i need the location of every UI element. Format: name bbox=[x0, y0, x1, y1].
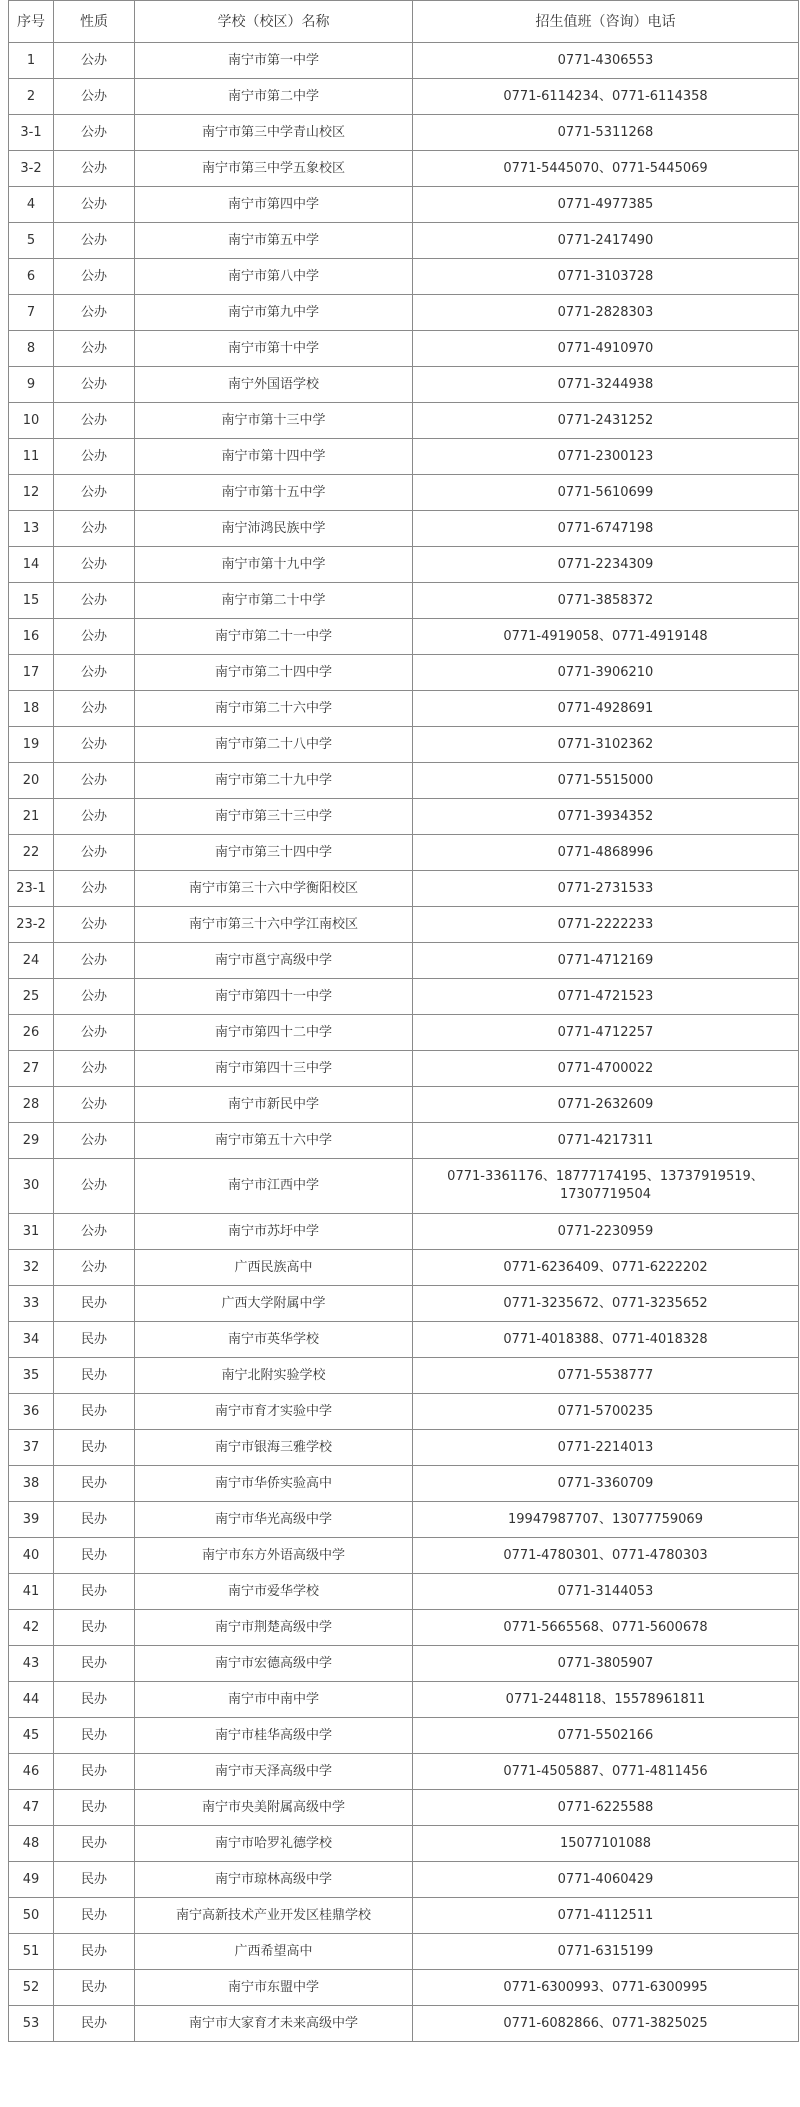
cell-school-name: 南宁市第五十六中学 bbox=[135, 1123, 413, 1159]
cell-school-name: 南宁市新民中学 bbox=[135, 1087, 413, 1123]
cell-school-type: 公办 bbox=[54, 259, 135, 295]
cell-phone: 0771-4868996 bbox=[413, 835, 799, 871]
cell-school-type: 民办 bbox=[54, 1862, 135, 1898]
cell-phone: 0771-3361176、18777174195、13737919519、17307719504 bbox=[413, 1159, 799, 1214]
cell-phone: 0771-2731533 bbox=[413, 871, 799, 907]
cell-school-name: 南宁市爱华学校 bbox=[135, 1574, 413, 1610]
cell-phone: 0771-5515000 bbox=[413, 763, 799, 799]
table-row bbox=[9, 223, 799, 259]
table-row bbox=[9, 799, 799, 835]
cell-number: 39 bbox=[9, 1502, 54, 1538]
table-row bbox=[9, 1718, 799, 1754]
cell-number: 1 bbox=[9, 43, 54, 79]
cell-number: 26 bbox=[9, 1015, 54, 1051]
cell-phone: 0771-2300123 bbox=[413, 439, 799, 475]
table-row bbox=[9, 1430, 799, 1466]
cell-school-type: 民办 bbox=[54, 1502, 135, 1538]
cell-school-type: 民办 bbox=[54, 1718, 135, 1754]
cell-phone: 0771-2431252 bbox=[413, 403, 799, 439]
cell-phone: 0771-4712169 bbox=[413, 943, 799, 979]
cell-number: 32 bbox=[9, 1250, 54, 1286]
table-row bbox=[9, 2006, 799, 2042]
cell-school-type: 公办 bbox=[54, 1123, 135, 1159]
cell-number: 18 bbox=[9, 691, 54, 727]
cell-phone: 0771-5610699 bbox=[413, 475, 799, 511]
cell-school-type: 公办 bbox=[54, 1159, 135, 1214]
cell-number: 9 bbox=[9, 367, 54, 403]
table-body bbox=[9, 43, 799, 2042]
table-row bbox=[9, 727, 799, 763]
cell-school-type: 民办 bbox=[54, 1682, 135, 1718]
table-row bbox=[9, 1394, 799, 1430]
cell-number: 4 bbox=[9, 187, 54, 223]
cell-school-name: 南宁市第四十二中学 bbox=[135, 1015, 413, 1051]
cell-school-name: 广西民族高中 bbox=[135, 1250, 413, 1286]
cell-school-type: 公办 bbox=[54, 187, 135, 223]
table-row bbox=[9, 151, 799, 187]
cell-number: 43 bbox=[9, 1646, 54, 1682]
cell-school-name: 南宁市第三十六中学江南校区 bbox=[135, 907, 413, 943]
cell-school-name: 南宁市育才实验中学 bbox=[135, 1394, 413, 1430]
cell-school-type: 民办 bbox=[54, 1934, 135, 1970]
table-row bbox=[9, 655, 799, 691]
cell-phone: 0771-4780301、0771-4780303 bbox=[413, 1538, 799, 1574]
cell-school-name: 南宁市第五中学 bbox=[135, 223, 413, 259]
table-row bbox=[9, 1502, 799, 1538]
cell-school-type: 公办 bbox=[54, 871, 135, 907]
cell-number: 49 bbox=[9, 1862, 54, 1898]
cell-school-name: 南宁市银海三雅学校 bbox=[135, 1430, 413, 1466]
cell-school-type: 民办 bbox=[54, 1970, 135, 2006]
table-row bbox=[9, 475, 799, 511]
cell-number: 30 bbox=[9, 1159, 54, 1214]
cell-school-name: 南宁市大家育才未来高级中学 bbox=[135, 2006, 413, 2042]
cell-number: 51 bbox=[9, 1934, 54, 1970]
cell-phone: 0771-3934352 bbox=[413, 799, 799, 835]
cell-number: 28 bbox=[9, 1087, 54, 1123]
table-row bbox=[9, 403, 799, 439]
cell-number: 7 bbox=[9, 295, 54, 331]
cell-school-type: 公办 bbox=[54, 1087, 135, 1123]
cell-school-type: 公办 bbox=[54, 295, 135, 331]
cell-phone: 0771-4217311 bbox=[413, 1123, 799, 1159]
cell-number: 19 bbox=[9, 727, 54, 763]
cell-school-name: 广西希望高中 bbox=[135, 1934, 413, 1970]
table-row bbox=[9, 619, 799, 655]
cell-number: 44 bbox=[9, 1682, 54, 1718]
cell-phone: 0771-2230959 bbox=[413, 1214, 799, 1250]
cell-number: 24 bbox=[9, 943, 54, 979]
cell-school-name: 南宁市苏圩中学 bbox=[135, 1214, 413, 1250]
cell-school-type: 民办 bbox=[54, 2006, 135, 2042]
table-row bbox=[9, 1970, 799, 2006]
table-row bbox=[9, 1250, 799, 1286]
table-row bbox=[9, 1790, 799, 1826]
cell-phone: 0771-3144053 bbox=[413, 1574, 799, 1610]
cell-school-name: 南宁市桂华高级中学 bbox=[135, 1718, 413, 1754]
cell-school-name: 南宁市第八中学 bbox=[135, 259, 413, 295]
cell-phone: 0771-5700235 bbox=[413, 1394, 799, 1430]
cell-number: 52 bbox=[9, 1970, 54, 2006]
header-school-name: 学校（校区）名称 bbox=[135, 1, 413, 43]
cell-school-name: 南宁市邕宁高级中学 bbox=[135, 943, 413, 979]
cell-school-type: 民办 bbox=[54, 1466, 135, 1502]
cell-school-type: 公办 bbox=[54, 799, 135, 835]
cell-school-type: 民办 bbox=[54, 1646, 135, 1682]
cell-phone: 0771-4112511 bbox=[413, 1898, 799, 1934]
cell-school-name: 南宁市第十九中学 bbox=[135, 547, 413, 583]
cell-phone: 0771-4910970 bbox=[413, 331, 799, 367]
cell-school-type: 民办 bbox=[54, 1430, 135, 1466]
cell-school-name: 南宁外国语学校 bbox=[135, 367, 413, 403]
cell-phone: 15077101088 bbox=[413, 1826, 799, 1862]
cell-school-name: 南宁市第四中学 bbox=[135, 187, 413, 223]
cell-school-type: 民办 bbox=[54, 1790, 135, 1826]
cell-school-type: 民办 bbox=[54, 1394, 135, 1430]
cell-school-type: 公办 bbox=[54, 979, 135, 1015]
cell-school-type: 公办 bbox=[54, 763, 135, 799]
cell-phone: 0771-3103728 bbox=[413, 259, 799, 295]
cell-phone: 0771-2417490 bbox=[413, 223, 799, 259]
cell-number: 5 bbox=[9, 223, 54, 259]
table-row bbox=[9, 1159, 799, 1214]
cell-number: 34 bbox=[9, 1322, 54, 1358]
cell-number: 16 bbox=[9, 619, 54, 655]
table-row bbox=[9, 835, 799, 871]
cell-school-name: 南宁市第十四中学 bbox=[135, 439, 413, 475]
table-row bbox=[9, 1123, 799, 1159]
cell-phone: 0771-3805907 bbox=[413, 1646, 799, 1682]
cell-school-type: 公办 bbox=[54, 439, 135, 475]
table-row bbox=[9, 1214, 799, 1250]
cell-school-name: 南宁市第一中学 bbox=[135, 43, 413, 79]
cell-number: 31 bbox=[9, 1214, 54, 1250]
cell-number: 33 bbox=[9, 1286, 54, 1322]
cell-phone: 0771-4700022 bbox=[413, 1051, 799, 1087]
table-row bbox=[9, 979, 799, 1015]
cell-number: 6 bbox=[9, 259, 54, 295]
cell-phone: 19947987707、13077759069 bbox=[413, 1502, 799, 1538]
cell-school-name: 南宁市哈罗礼德学校 bbox=[135, 1826, 413, 1862]
cell-school-name: 南宁市第二十六中学 bbox=[135, 691, 413, 727]
cell-school-name: 南宁市第十五中学 bbox=[135, 475, 413, 511]
cell-school-name: 南宁市第二十九中学 bbox=[135, 763, 413, 799]
cell-number: 27 bbox=[9, 1051, 54, 1087]
table-row bbox=[9, 691, 799, 727]
cell-phone: 0771-6225588 bbox=[413, 1790, 799, 1826]
cell-school-type: 公办 bbox=[54, 475, 135, 511]
cell-phone: 0771-4018388、0771-4018328 bbox=[413, 1322, 799, 1358]
cell-phone: 0771-5665568、0771-5600678 bbox=[413, 1610, 799, 1646]
table-row bbox=[9, 1646, 799, 1682]
table-row bbox=[9, 439, 799, 475]
cell-phone: 0771-4060429 bbox=[413, 1862, 799, 1898]
table-row bbox=[9, 871, 799, 907]
cell-school-name: 南宁市东方外语高级中学 bbox=[135, 1538, 413, 1574]
cell-school-name: 南宁沛鸿民族中学 bbox=[135, 511, 413, 547]
table-row bbox=[9, 1682, 799, 1718]
cell-school-type: 公办 bbox=[54, 511, 135, 547]
table-row bbox=[9, 1826, 799, 1862]
table-row bbox=[9, 1610, 799, 1646]
cell-phone: 0771-3858372 bbox=[413, 583, 799, 619]
cell-school-name: 南宁市中南中学 bbox=[135, 1682, 413, 1718]
cell-number: 3-2 bbox=[9, 151, 54, 187]
cell-school-type: 公办 bbox=[54, 655, 135, 691]
cell-number: 40 bbox=[9, 1538, 54, 1574]
cell-school-name: 南宁市第十中学 bbox=[135, 331, 413, 367]
table-row bbox=[9, 43, 799, 79]
cell-number: 2 bbox=[9, 79, 54, 115]
table-row bbox=[9, 1051, 799, 1087]
cell-school-type: 公办 bbox=[54, 547, 135, 583]
cell-school-type: 公办 bbox=[54, 619, 135, 655]
cell-school-name: 南宁市第四十一中学 bbox=[135, 979, 413, 1015]
header-number: 序号 bbox=[9, 1, 54, 43]
cell-phone: 0771-2214013 bbox=[413, 1430, 799, 1466]
cell-phone: 0771-6236409、0771-6222202 bbox=[413, 1250, 799, 1286]
cell-school-name: 南宁市第三中学五象校区 bbox=[135, 151, 413, 187]
cell-school-type: 公办 bbox=[54, 907, 135, 943]
cell-school-type: 公办 bbox=[54, 151, 135, 187]
cell-school-type: 公办 bbox=[54, 403, 135, 439]
cell-phone: 0771-2234309 bbox=[413, 547, 799, 583]
school-phone-table-container bbox=[8, 0, 798, 2042]
cell-school-type: 民办 bbox=[54, 1322, 135, 1358]
cell-school-name: 南宁市第二十一中学 bbox=[135, 619, 413, 655]
cell-number: 29 bbox=[9, 1123, 54, 1159]
cell-school-name: 南宁市第二中学 bbox=[135, 79, 413, 115]
cell-school-type: 公办 bbox=[54, 583, 135, 619]
table-row bbox=[9, 1286, 799, 1322]
cell-school-name: 南宁北附实验学校 bbox=[135, 1358, 413, 1394]
cell-school-type: 民办 bbox=[54, 1898, 135, 1934]
cell-school-type: 民办 bbox=[54, 1826, 135, 1862]
table-row bbox=[9, 115, 799, 151]
cell-phone: 0771-3360709 bbox=[413, 1466, 799, 1502]
cell-school-type: 民办 bbox=[54, 1754, 135, 1790]
cell-school-name: 南宁市天泽高级中学 bbox=[135, 1754, 413, 1790]
table-row bbox=[9, 1322, 799, 1358]
cell-number: 23-1 bbox=[9, 871, 54, 907]
cell-phone: 0771-6114234、0771-6114358 bbox=[413, 79, 799, 115]
cell-school-name: 南宁市第三十三中学 bbox=[135, 799, 413, 835]
table-row bbox=[9, 79, 799, 115]
cell-school-type: 公办 bbox=[54, 691, 135, 727]
cell-phone: 0771-6300993、0771-6300995 bbox=[413, 1970, 799, 2006]
cell-number: 11 bbox=[9, 439, 54, 475]
table-row bbox=[9, 259, 799, 295]
cell-school-name: 南宁市第九中学 bbox=[135, 295, 413, 331]
cell-school-type: 公办 bbox=[54, 331, 135, 367]
cell-number: 45 bbox=[9, 1718, 54, 1754]
cell-number: 48 bbox=[9, 1826, 54, 1862]
cell-school-type: 公办 bbox=[54, 727, 135, 763]
cell-school-name: 南宁市华侨实验高中 bbox=[135, 1466, 413, 1502]
cell-phone: 0771-5502166 bbox=[413, 1718, 799, 1754]
cell-number: 12 bbox=[9, 475, 54, 511]
cell-number: 15 bbox=[9, 583, 54, 619]
cell-school-type: 公办 bbox=[54, 79, 135, 115]
cell-number: 41 bbox=[9, 1574, 54, 1610]
table-row bbox=[9, 295, 799, 331]
cell-phone: 0771-3102362 bbox=[413, 727, 799, 763]
table-row bbox=[9, 511, 799, 547]
table-row bbox=[9, 1574, 799, 1610]
cell-number: 37 bbox=[9, 1430, 54, 1466]
table-row bbox=[9, 1087, 799, 1123]
cell-school-name: 南宁市琼林高级中学 bbox=[135, 1862, 413, 1898]
cell-school-name: 南宁市华光高级中学 bbox=[135, 1502, 413, 1538]
header-phone: 招生值班（咨询）电话 bbox=[413, 1, 799, 43]
table-row bbox=[9, 1754, 799, 1790]
table-row bbox=[9, 187, 799, 223]
cell-school-name: 南宁市第十三中学 bbox=[135, 403, 413, 439]
cell-phone: 0771-6747198 bbox=[413, 511, 799, 547]
table-row bbox=[9, 907, 799, 943]
cell-school-name: 南宁市第二十四中学 bbox=[135, 655, 413, 691]
cell-school-type: 公办 bbox=[54, 943, 135, 979]
table-row bbox=[9, 1862, 799, 1898]
cell-school-type: 民办 bbox=[54, 1574, 135, 1610]
cell-school-type: 公办 bbox=[54, 1015, 135, 1051]
table-row bbox=[9, 583, 799, 619]
cell-number: 50 bbox=[9, 1898, 54, 1934]
table-row bbox=[9, 1015, 799, 1051]
cell-number: 22 bbox=[9, 835, 54, 871]
cell-number: 14 bbox=[9, 547, 54, 583]
cell-school-type: 公办 bbox=[54, 1250, 135, 1286]
table-row bbox=[9, 1898, 799, 1934]
cell-school-type: 民办 bbox=[54, 1538, 135, 1574]
cell-school-type: 民办 bbox=[54, 1286, 135, 1322]
table-header-row bbox=[9, 1, 799, 43]
header-school-type: 性质 bbox=[54, 1, 135, 43]
cell-school-type: 公办 bbox=[54, 1214, 135, 1250]
cell-school-name: 南宁市第三十四中学 bbox=[135, 835, 413, 871]
cell-phone: 0771-2222233 bbox=[413, 907, 799, 943]
cell-school-name: 南宁市第四十三中学 bbox=[135, 1051, 413, 1087]
cell-number: 35 bbox=[9, 1358, 54, 1394]
cell-phone: 0771-3235672、0771-3235652 bbox=[413, 1286, 799, 1322]
cell-school-name: 南宁市第三十六中学衡阳校区 bbox=[135, 871, 413, 907]
cell-school-name: 南宁市江西中学 bbox=[135, 1159, 413, 1214]
table-row bbox=[9, 1358, 799, 1394]
cell-school-name: 南宁市英华学校 bbox=[135, 1322, 413, 1358]
table-row bbox=[9, 367, 799, 403]
table-row bbox=[9, 547, 799, 583]
table-row bbox=[9, 1538, 799, 1574]
cell-number: 36 bbox=[9, 1394, 54, 1430]
cell-number: 25 bbox=[9, 979, 54, 1015]
cell-number: 17 bbox=[9, 655, 54, 691]
cell-number: 53 bbox=[9, 2006, 54, 2042]
cell-number: 8 bbox=[9, 331, 54, 367]
cell-phone: 0771-6315199 bbox=[413, 1934, 799, 1970]
cell-number: 23-2 bbox=[9, 907, 54, 943]
cell-school-name: 南宁市荆楚高级中学 bbox=[135, 1610, 413, 1646]
cell-phone: 0771-4928691 bbox=[413, 691, 799, 727]
cell-school-name: 南宁市东盟中学 bbox=[135, 1970, 413, 2006]
cell-phone: 0771-5538777 bbox=[413, 1358, 799, 1394]
cell-school-name: 广西大学附属中学 bbox=[135, 1286, 413, 1322]
cell-number: 42 bbox=[9, 1610, 54, 1646]
cell-number: 13 bbox=[9, 511, 54, 547]
cell-school-type: 公办 bbox=[54, 223, 135, 259]
table-row bbox=[9, 1466, 799, 1502]
cell-number: 21 bbox=[9, 799, 54, 835]
cell-school-type: 公办 bbox=[54, 835, 135, 871]
cell-number: 47 bbox=[9, 1790, 54, 1826]
cell-phone: 0771-4919058、0771-4919148 bbox=[413, 619, 799, 655]
school-phone-table bbox=[8, 0, 799, 2042]
cell-school-type: 公办 bbox=[54, 1051, 135, 1087]
cell-phone: 0771-6082866、0771-3825025 bbox=[413, 2006, 799, 2042]
table-row bbox=[9, 943, 799, 979]
cell-school-name: 南宁市第三中学青山校区 bbox=[135, 115, 413, 151]
cell-school-type: 公办 bbox=[54, 115, 135, 151]
cell-phone: 0771-2448118、15578961811 bbox=[413, 1682, 799, 1718]
cell-phone: 0771-5311268 bbox=[413, 115, 799, 151]
cell-phone: 0771-4712257 bbox=[413, 1015, 799, 1051]
cell-phone: 0771-4505887、0771-4811456 bbox=[413, 1754, 799, 1790]
cell-school-type: 民办 bbox=[54, 1610, 135, 1646]
cell-phone: 0771-3906210 bbox=[413, 655, 799, 691]
cell-school-type: 公办 bbox=[54, 367, 135, 403]
cell-school-type: 民办 bbox=[54, 1358, 135, 1394]
cell-phone: 0771-2632609 bbox=[413, 1087, 799, 1123]
cell-phone: 0771-5445070、0771-5445069 bbox=[413, 151, 799, 187]
cell-school-name: 南宁市宏德高级中学 bbox=[135, 1646, 413, 1682]
cell-number: 46 bbox=[9, 1754, 54, 1790]
cell-number: 20 bbox=[9, 763, 54, 799]
cell-phone: 0771-4977385 bbox=[413, 187, 799, 223]
cell-school-name: 南宁高新技术产业开发区桂鼎学校 bbox=[135, 1898, 413, 1934]
cell-phone: 0771-4721523 bbox=[413, 979, 799, 1015]
cell-school-name: 南宁市第二十中学 bbox=[135, 583, 413, 619]
cell-school-type: 公办 bbox=[54, 43, 135, 79]
cell-phone: 0771-2828303 bbox=[413, 295, 799, 331]
cell-school-name: 南宁市第二十八中学 bbox=[135, 727, 413, 763]
cell-number: 38 bbox=[9, 1466, 54, 1502]
table-row bbox=[9, 763, 799, 799]
cell-number: 3-1 bbox=[9, 115, 54, 151]
cell-phone: 0771-4306553 bbox=[413, 43, 799, 79]
table-row bbox=[9, 1934, 799, 1970]
cell-school-name: 南宁市央美附属高级中学 bbox=[135, 1790, 413, 1826]
cell-phone: 0771-3244938 bbox=[413, 367, 799, 403]
cell-number: 10 bbox=[9, 403, 54, 439]
table-row bbox=[9, 331, 799, 367]
